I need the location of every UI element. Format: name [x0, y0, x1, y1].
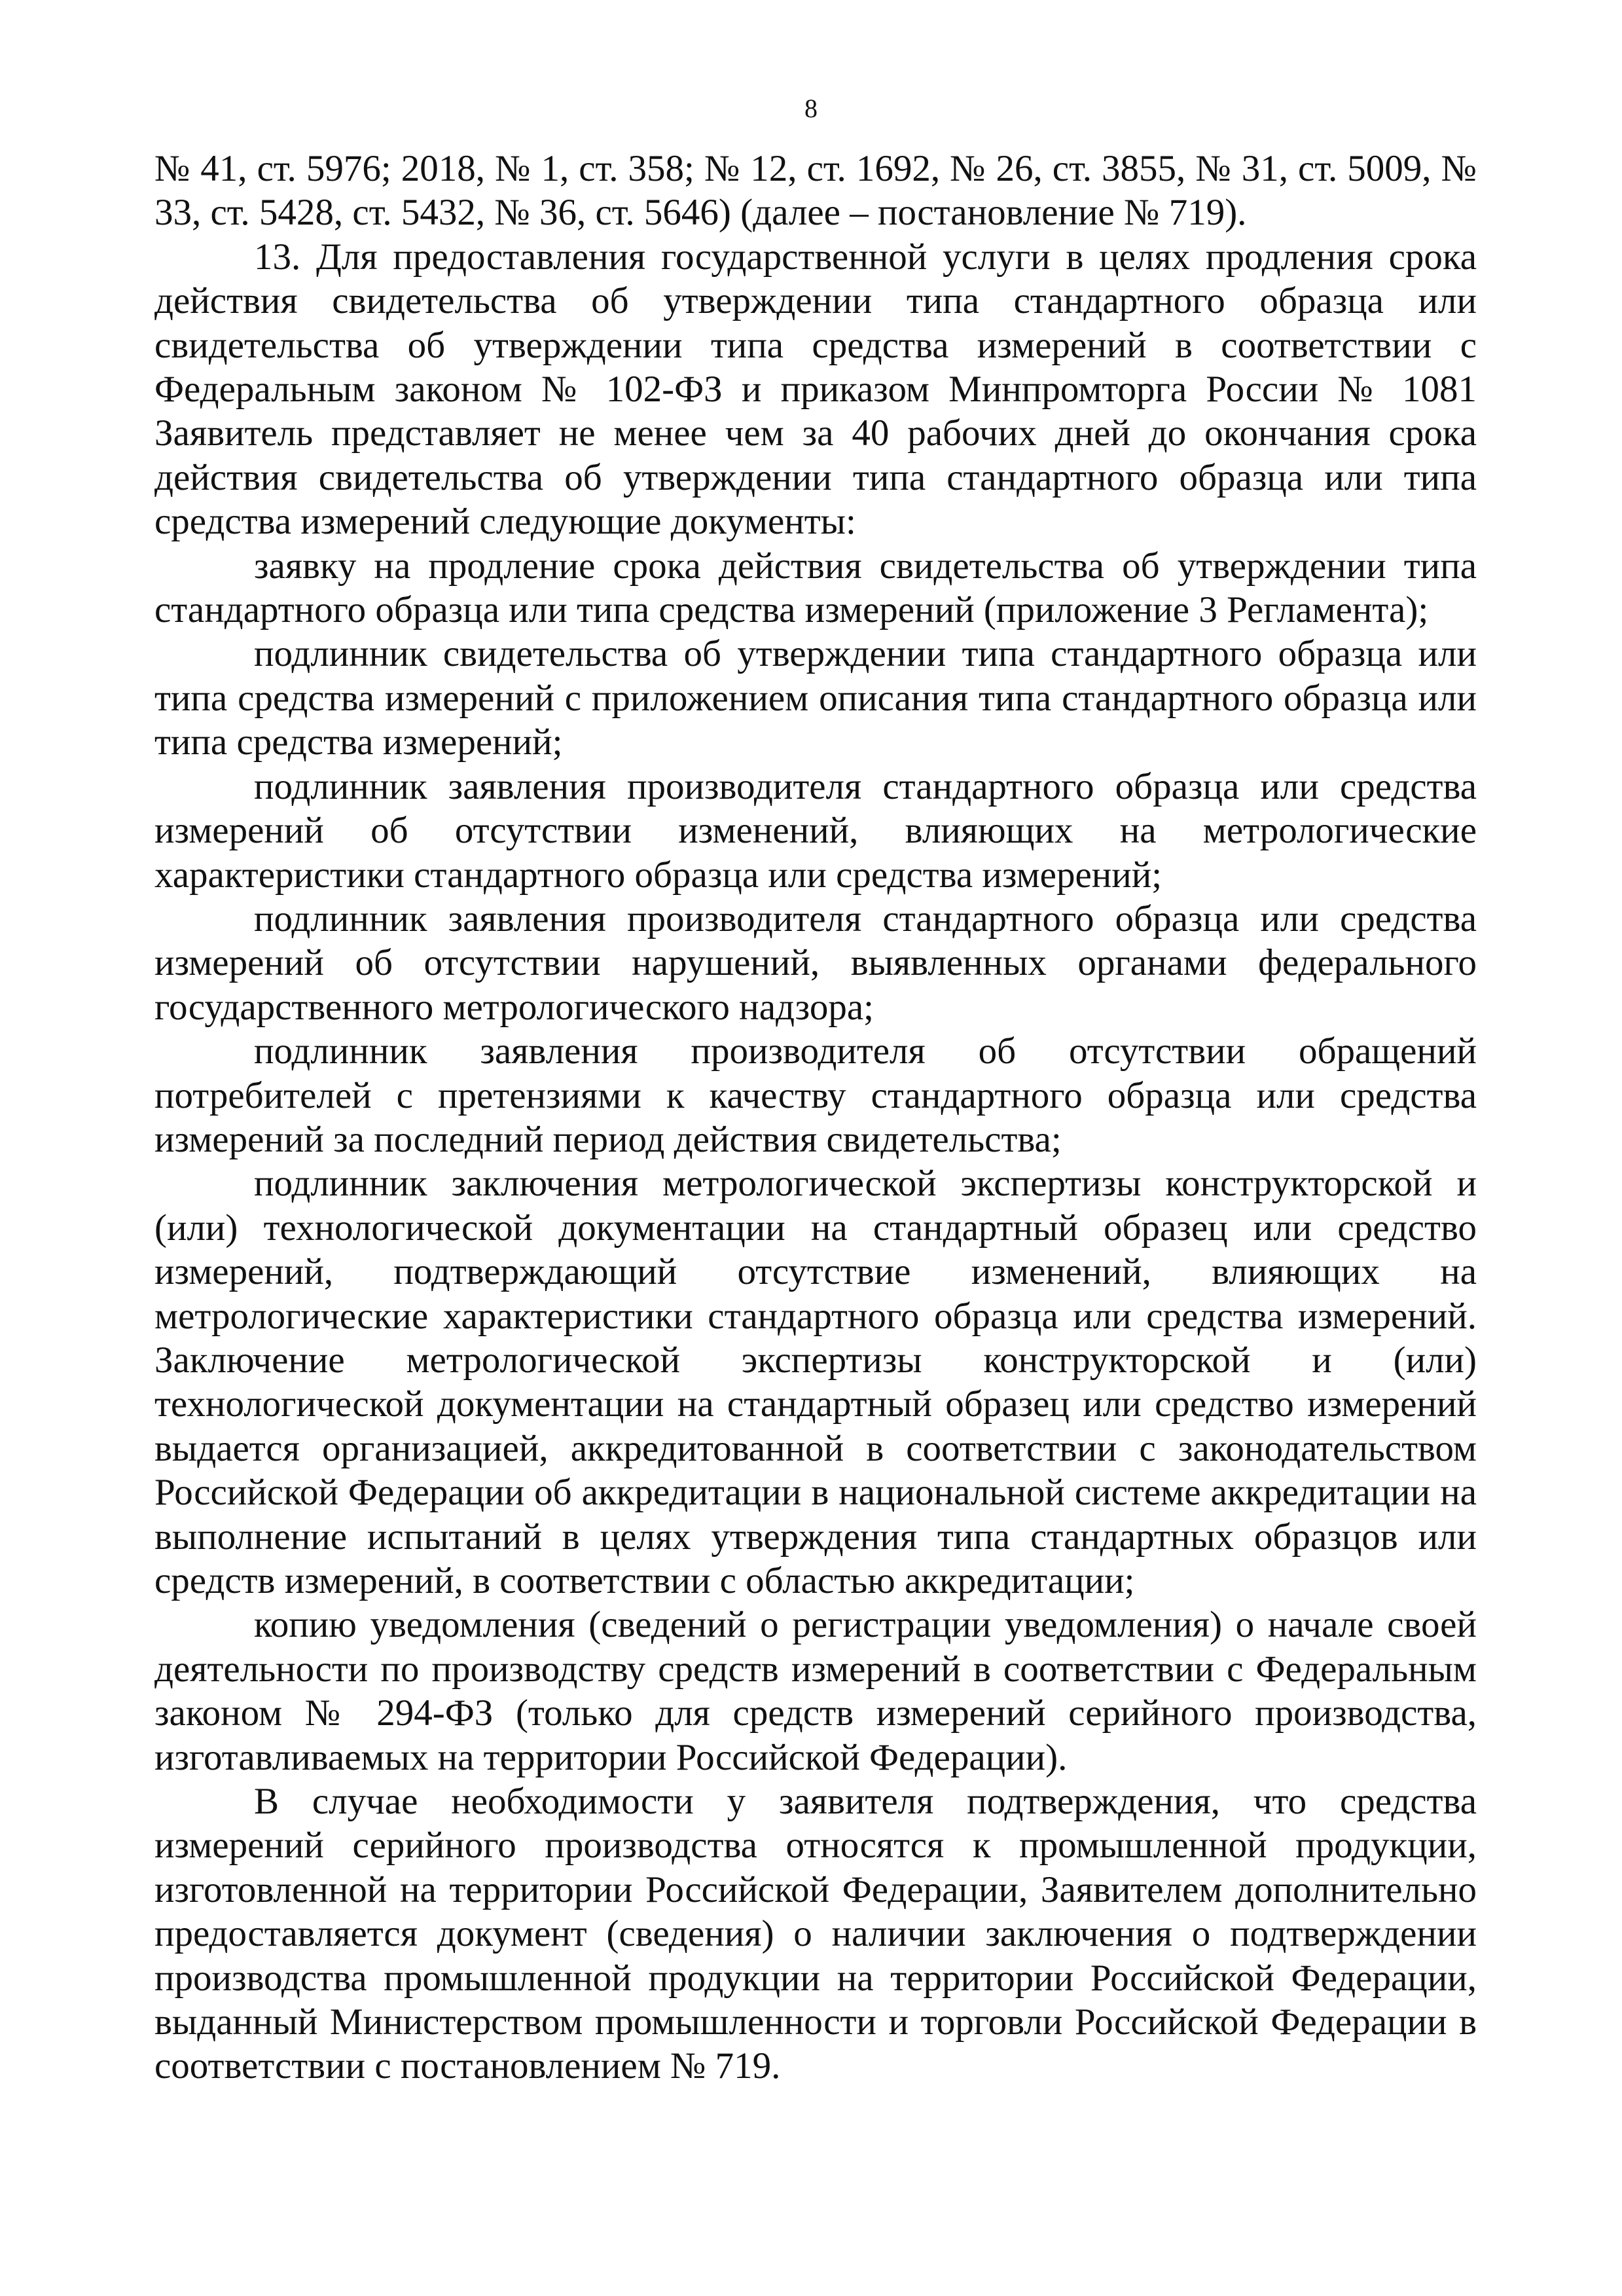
document-body — [154, 147, 1477, 2088]
paragraph-statement-no-complaints: подлинник заявления производителя об отсутствии обращений потребителей с претензиями к качеству стандартного образца или средства измерений за последний период действия свидетельства; — [154, 1030, 1477, 1160]
paragraph-continuation: № 41, ст. 5976; 2018, № 1, ст. 358; № 12, ст. 1692, № 26, ст. 3855, № 31, ст. 5009, № 33, ст. 5428, ст. 5432, № 36, ст. 5646) (далее – постановление № 719). — [154, 148, 1477, 234]
paragraph-item-13: 13. Для предоставления государственной услуги в целях продления срока действия свидетельства об утверждении типа стандартного образца или свидетельства об утверждении типа средства измерений в соответствии с Федеральным законом № 102-ФЗ и приказом Минпромторга России № 1081 Заявитель представляет не менее чем за 40 рабочих дней до окончания срока действия свидетельства об утверждении типа стандартного образца или типа средства измерений следующие документы: — [154, 236, 1477, 543]
paragraph-expertise-conclusion: подлинник заключения метрологической экспертизы конструкторской и (или) технологической документации на стандартный образец или средство измерений, подтверждающий отсутствие изменений, влияющих на метрологические характеристики стандартного образца или средства измерений. Заключение метрологической экспертизы конструкторской и (или) технологической документации на стандартный образец или средство измерений выдается организацией, аккредитованной в соответствии с законодательством Российской Федерации об аккредитации в национальной системе аккредитации на выполнение испытаний в целях утверждения типа стандартных образцов или средств измерений, в соответствии с областью аккредитации; — [154, 1163, 1477, 1601]
paragraph-industrial-production: В случае необходимости у заявителя подтверждения, что средства измерений серийного производства относятся к промышленной продукции, изготовленной на территории Российской Федерации, Заявителем дополнительно предоставляется документ (сведения) о наличии заключения о подтверждении производства промышленной продукции на территории Российской Федерации, выданный Министерством промышленности и торговли Российской Федерации в соответствии с постановлением № 719. — [154, 1781, 1477, 2087]
paragraph-original-certificate: подлинник свидетельства об утверждении типа стандартного образца или типа средства измерений с приложением описания типа стандартного образца или типа средства измерений; — [154, 633, 1477, 763]
paragraph-statement-no-changes: подлинник заявления производителя стандартного образца или средства измерений об отсутствии изменений, влияющих на метрологические характеристики стандартного образца или средства измерений; — [154, 765, 1477, 896]
page-number: 8 — [804, 94, 818, 123]
paragraph-statement-no-violations: подлинник заявления производителя стандартного образца или средства измерений об отсутствии нарушений, выявленных органами федерального государственного метрологического надзора; — [154, 898, 1477, 1028]
paragraph-notification-copy: копию уведомления (сведений о регистрации уведомления) о начале своей деятельности по производству средств измерений в соответствии с Федеральным законом № 294-ФЗ (только для средств измерений серийного производства, изготавливаемых на территории Российской Федерации). — [154, 1604, 1477, 1778]
paragraph-application: заявку на продление срока действия свидетельства об утверждении типа стандартного образца или типа средства измерений (приложение 3 Регламента); — [154, 545, 1477, 631]
